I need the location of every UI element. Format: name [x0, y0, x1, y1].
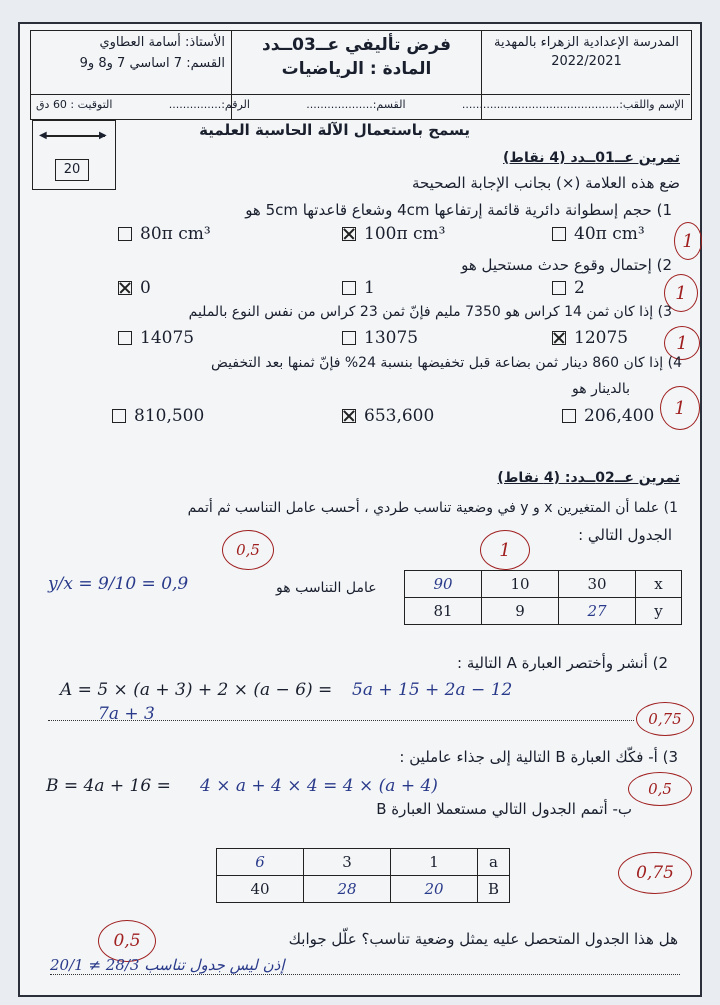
number-line: الرقم:............... [168, 98, 250, 111]
q3-option-b[interactable]: 13075 [342, 328, 418, 348]
score-table2: 0,75 [618, 852, 692, 894]
ex1-q1: 1) حجم إسطوانة دائرية قائمة إرتفاعها 4cm وشعاع قاعدتها 5cm هو [245, 201, 672, 219]
q4-option-a[interactable]: 810,500 [112, 406, 204, 426]
table-x-y [404, 570, 682, 625]
cell-b-28: 28 [304, 876, 391, 903]
checkbox[interactable] [342, 281, 356, 295]
q3-option-a[interactable]: 14075 [118, 328, 194, 348]
cell-y-9: 9 [482, 598, 559, 625]
arrow-left-icon: ◀ [39, 130, 47, 141]
checkbox[interactable] [552, 281, 566, 295]
subject: المادة : الرياضيات [281, 59, 432, 79]
cell-x-90: 90 [405, 571, 482, 598]
score-q2: 1 [664, 274, 698, 312]
checkbox[interactable] [342, 331, 356, 345]
score-box [32, 120, 116, 190]
q1-option-c[interactable]: 40π cm³ [552, 224, 645, 244]
cell-a-6: 6 [217, 849, 304, 876]
table-row-x [405, 571, 682, 598]
table-a-b [216, 848, 510, 903]
ex2-q3a: 3) أ- فكّك العبارة B التالية إلى جذاء عاملين : [399, 748, 678, 766]
coef-label: عامل التناسب هو [276, 580, 377, 596]
cell-a-3: 3 [304, 849, 391, 876]
q4-answer: 20/1 ≠ 28/3 إذن ليس جدول تناسب [50, 956, 680, 975]
arrow-right-icon: ▶ [99, 130, 107, 141]
ex2-q2: 2) أنشر وأختصر العبارة A التالية : [457, 654, 668, 672]
checkbox[interactable] [118, 331, 132, 345]
table-row-a [217, 849, 510, 876]
score-q4: 0,5 [98, 920, 156, 962]
q2-option-a[interactable]: 0 [118, 278, 151, 298]
class-level: القسم: 7 اساسي 7 و8 و9 [79, 56, 225, 71]
cell-b-40: 40 [217, 876, 304, 903]
checkbox[interactable] [562, 409, 576, 423]
checkbox-checked[interactable] [552, 331, 566, 345]
cell-a-1: 1 [391, 849, 478, 876]
ex1-title: تمرين عــ01ــدد (4 نقاط) [503, 150, 680, 166]
checkbox-checked[interactable] [342, 409, 356, 423]
expr-a-step1: 5a + 15 + 2a − 12 [352, 680, 513, 700]
ex2-title: تمرين عــ02ــدد: (4 نقاط) [497, 470, 680, 486]
checkbox[interactable] [118, 227, 132, 241]
ex1-q4-cont: بالدينار هو [572, 381, 630, 397]
q4-option-c[interactable]: 206,400 [562, 406, 654, 426]
q1-option-a[interactable]: 80π cm³ [118, 224, 211, 244]
score-q3a: 0,5 [628, 772, 692, 806]
checkbox-checked[interactable] [342, 227, 356, 241]
teacher-name: الأستاذ: أسامة العطاوي [99, 35, 225, 50]
ex2-q3b: ب- أتمم الجدول التالي مستعملا العبارة B [376, 800, 632, 818]
expr-b: B = 4a + 16 = [46, 776, 171, 796]
cell-x-10: 10 [482, 571, 559, 598]
q1-option-b[interactable]: 100π cm³ [342, 224, 445, 244]
ex1-q3: 3) إذا كان ثمن 14 كراس هو 7350 مليم فإنّ ثمن 23 كراس من نفس النوع بالمليم [188, 304, 672, 320]
ex2-q1-line1: 1) علما أن المتغيرين x و y في وضعية تناسب طردي ، أحسب عامل التناسب ثم أتمم [187, 500, 678, 516]
cell-y-label: y [636, 598, 682, 625]
cell-y-27: 27 [559, 598, 636, 625]
ex2-q1-line2: الجدول التالي : [578, 526, 672, 544]
ex1-q4: 4) إذا كان 860 دينار ثمن بضاعة قبل تخفيضها بنسبة 24% فإنّ ثمنها بعد التخفيض [211, 355, 682, 371]
expr-a-step2: 7a + 3 [98, 704, 155, 724]
q2-option-b[interactable]: 1 [342, 278, 375, 298]
ex1-q2: 2) إحتمال وقوع حدث مستحيل هو [461, 256, 672, 274]
table-row-b [217, 876, 510, 903]
cell-b-20: 20 [391, 876, 478, 903]
school-name: المدرسة الإعدادية الزهراء بالمهدية [493, 35, 679, 50]
q4-option-b[interactable]: 653,600 [342, 406, 434, 426]
expr-b-factorized: 4 × a + 4 × 4 = 4 × (a + 4) [200, 776, 438, 796]
cell-x-label: x [636, 571, 682, 598]
cell-y-81: 81 [405, 598, 482, 625]
score-q4: 1 [660, 386, 700, 430]
cell-b-label: B [478, 876, 510, 903]
name-line: الإسم واللقب:............................................. [461, 98, 684, 111]
checkbox[interactable] [112, 409, 126, 423]
score-table1: 1 [480, 530, 530, 570]
q2-option-c[interactable]: 2 [552, 278, 585, 298]
checkbox[interactable] [552, 227, 566, 241]
arrow-icon [43, 135, 105, 137]
score-q3: 1 [664, 326, 700, 360]
score-q1: 1 [674, 222, 702, 260]
cell-x-30: 30 [559, 571, 636, 598]
cell-a-label: a [478, 849, 510, 876]
checkbox-checked[interactable] [118, 281, 132, 295]
q3-option-c[interactable]: 12075 [552, 328, 628, 348]
ex1-instruction: ضع هذه العلامة (×) بجانب الإجابة الصحيحة [411, 174, 680, 192]
table-row-y [405, 598, 682, 625]
test-title: فرض تأليفي عــ03ــدد [261, 35, 451, 55]
coef-answer: y/x = 9/10 = 0,9 [48, 574, 189, 594]
score-total: 20 [55, 159, 89, 181]
expr-a: A = 5 × (a + 3) + 2 × (a − 6) = [60, 680, 333, 700]
score-q2-expr: 0,75 [636, 702, 694, 736]
info-row [30, 94, 690, 116]
calculator-note: يسمح باستعمال الآلة الحاسبة العلمية [199, 121, 470, 139]
answer-line [48, 720, 634, 721]
ex2-q4: هل هذا الجدول المتحصل عليه يمثل وضعية تناسب؟ علّل جوابك [288, 930, 678, 948]
duration: التوقيت : 60 دق [36, 98, 113, 111]
score-coefficient: 0,5 [222, 530, 274, 570]
school-year: 2022/2021 [551, 54, 622, 69]
class-line: القسم:................... [306, 98, 406, 111]
